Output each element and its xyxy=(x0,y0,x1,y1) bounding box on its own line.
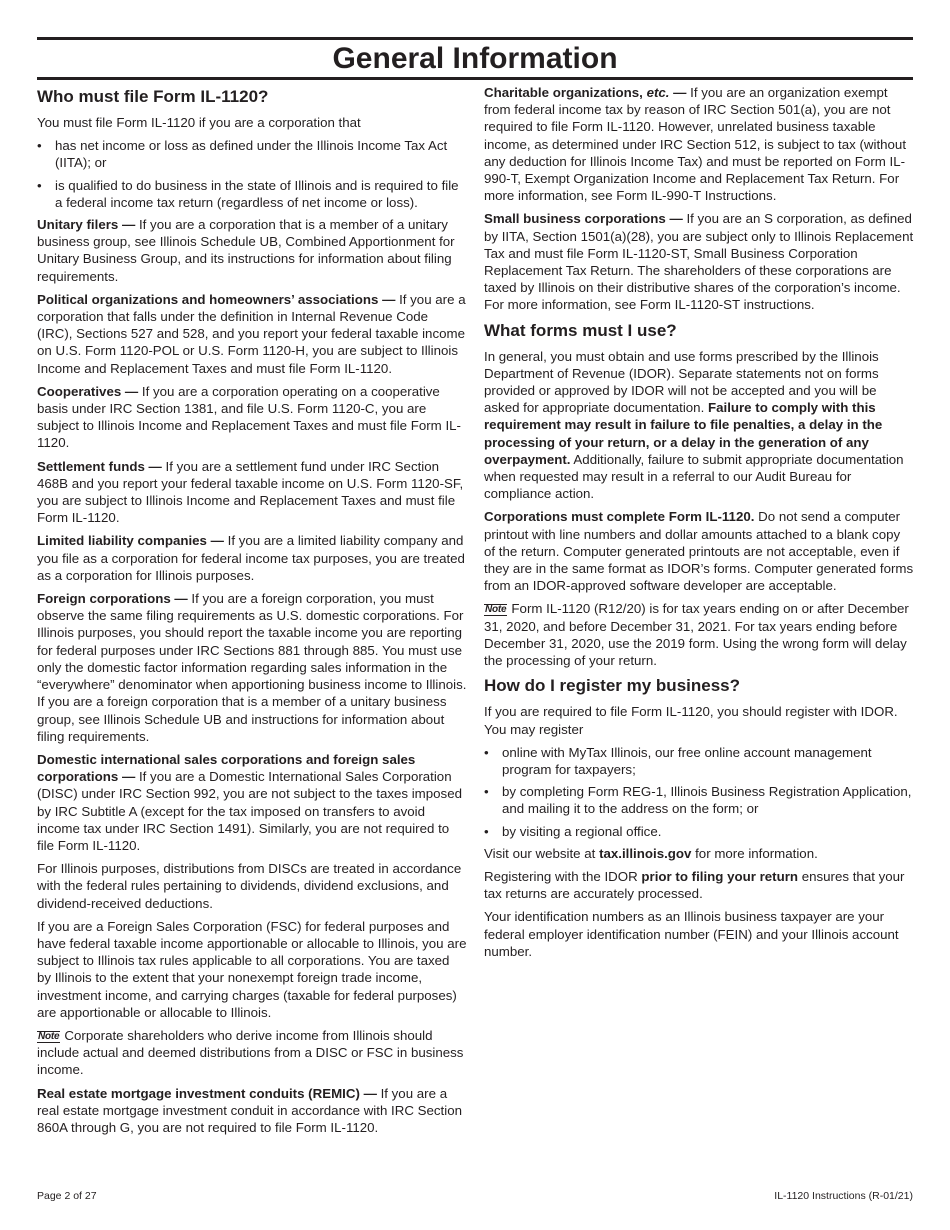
charitable-paragraph: Charitable organizations, etc. — If you are an organization exempt from federal income tax by reason of IRC Section 501(a), you are not required to file Form IL-1120. However, unrelated business taxable income, as determined under IRC Section 512, is subject to tax (without any deduction for Illinois Income Tax) and must be reported on Form IL-990-T, Exempt Organization Income and Replacement Tax Return. For more information, see Form IL-990-T Instructions. xyxy=(484,85,907,204)
page-title: General Information xyxy=(332,42,618,75)
title-rule-top xyxy=(37,37,913,40)
website-link[interactable]: tax.illinois.gov xyxy=(599,845,692,861)
note-icon: Note xyxy=(38,1030,60,1042)
list-item: • by visiting a regional office. xyxy=(484,823,662,839)
right-column xyxy=(484,84,914,966)
settlement-paragraph: Settlement funds — If you are a settlement fund under IRC Section 468B and you report your federal taxable income on U.S. Form 1120-SF, you are subject to Illinois Income and Replacement Taxes and must file Form IL-1120. xyxy=(37,458,464,526)
small-business-paragraph: Small business corporations — If you are an S corporation, as defined by IITA, Section 1501(a)(28), you are subject only to Illinois Replacement Tax and must file Form IL-1120-ST, Small Business Corporation Replacement Tax Return. The shareholders of these corporations are taxed by Illinois on their distributive shares of the corporation’s income. For more information, see Form IL-1120-ST instructions. xyxy=(484,211,914,313)
register-heading: How do I register my business? xyxy=(484,676,741,696)
bullet-icon: • xyxy=(37,177,42,193)
list-item: • by completing Form REG-1, Illinois Business Registration Application, and mailing it to the address on the form; or xyxy=(484,784,912,817)
what-forms-heading: What forms must I use? xyxy=(484,320,677,340)
left-column xyxy=(37,84,467,1142)
note-paragraph: Note Corporate shareholders who derive income from Illinois should include actual and deemed distributions from a DISC or FSC in business income. xyxy=(37,1027,464,1078)
foreign-paragraph: Foreign corporations — If you are a foreign corporation, you must observe the same filing requirements as U.S. domestic corporations. For Illinois purposes, you should report the taxable income you are reporting for federal purposes under IRC Sections 881 through 885. You must use only the domestic factor information regarding sales information in the “everywhere” denominator when apportioning business income to Illinois. If you are a foreign corporation that is a member of a unitary business group, see Illinois Schedule UB and instructions for information about filing requirements. xyxy=(37,591,467,744)
form-identifier: IL-1120 Instructions (R-01/21) xyxy=(774,1190,913,1202)
disc-paragraph: Domestic international sales corporations and foreign sales corporations — If you are a Domestic International Sales Corporation (DISC) under IRC Section 992, you are not subject to the taxes imposed by IRC Subtitle A (except for the tax imposed on transfers to avoid income tax under IRC Section 1491). Similarly, you are not required to file Form IL-1120. xyxy=(37,751,462,853)
cooperatives-paragraph: Cooperatives — If you are a corporation operating on a cooperative basis under IRC Section 1381, and file U.S. Form 1120-C, you are subject to Illinois Income and Replacement Taxes and must file Form IL-1120. xyxy=(37,383,461,451)
identification-paragraph: Your identification numbers as an Illinois business taxpayer are your federal employer identification number (FEIN) and your Illinois account number. xyxy=(484,909,899,959)
note-paragraph: Note Form IL-1120 (R12/20) is for tax years ending on or after December 31, 2020, and before December 31, 2021. For tax years ending before December 31, 2020, use the 2019 form. Using the wrong form will delay the processing of your return. xyxy=(484,601,909,669)
complete-form-paragraph: Corporations must complete Form IL-1120. Do not send a computer printout with line numbers and dollar amounts attached to a blank copy of the return. Computer generated printouts are not acceptable, even if they are in the same format as IDOR’s forms. Computer generated forms from an IDOR-approved software developer are acceptable. xyxy=(484,509,914,594)
list-item: • online with MyTax Illinois, our free online account management program for taxpayers; xyxy=(484,744,872,777)
who-bullet-list xyxy=(37,137,467,211)
registering-paragraph: Registering with the IDOR prior to filing your return ensures that your tax returns are accurately processed. xyxy=(484,868,905,902)
page-number: Page 2 of 27 xyxy=(37,1190,97,1202)
fsc-paragraph: If you are a Foreign Sales Corporation (FSC) for federal purposes and have federal taxable income apportionable or allocable to Illinois, you are subject to Illinois tax rules applicable to all corporations. You are taxed by Illinois to the extent that your nonexempt foreign trade income, investment income, and carrying charges (taxable for federal purposes) are apportionable or allocable to Illinois. xyxy=(37,918,467,1020)
list-item: • has net income or loss as defined under the Illinois Income Tax Act (IITA); or xyxy=(37,138,448,171)
llc-paragraph: Limited liability companies — If you are a limited liability company and you file as a corporation for federal income tax purposes, you are treated as a corporation for Illinois purposes. xyxy=(37,533,465,583)
remic-paragraph: Real estate mortgage investment conduits (REMIC) — If you are a real estate mortgage investment conduit in accordance with IRC Section 860A through G, you are not required to file Form IL-1120. xyxy=(37,1085,462,1135)
unitary-filers-paragraph: Unitary filers — If you are a corporation that is a member of a unitary business group, see Illinois Schedule UB, Combined Apportionment for Unitary Business Group, and its instructions for information about filing requirements. xyxy=(37,217,455,284)
title-rule-bottom xyxy=(37,77,913,80)
bullet-icon: • xyxy=(37,138,42,154)
bullet-icon: • xyxy=(484,744,489,760)
note-icon: Note xyxy=(485,604,507,616)
who-must-file-heading: Who must file Form IL-1120? xyxy=(37,87,269,106)
visit-website-paragraph: Visit our website at tax.illinois.gov for more information. xyxy=(484,845,818,861)
list-item: • is qualified to do business in the state of Illinois and is required to file a federal income tax return (regardless of net income or loss). xyxy=(37,177,459,210)
bullet-icon: • xyxy=(484,784,489,800)
bullet-icon: • xyxy=(484,823,489,839)
political-paragraph: Political organizations and homeowners’ associations — If you are a corporation that falls under the definition in Internal Revenue Code (IRC), Sections 527 and 528, and you report your federal taxable income on U.S. Form 1120-POL or U.S. Form 1120-H, you are subject to Illinois Income and Replacement Taxes and must file Form IL-1120. xyxy=(37,291,466,376)
register-bullet-list xyxy=(484,744,914,840)
register-intro: If you are required to file Form IL-1120, you should register with IDOR. You may register xyxy=(484,704,898,737)
forms-paragraph: In general, you must obtain and use forms prescribed by the Illinois Department of Revenue (IDOR). Separate statements not on forms provided or approved by IDOR will not be accepted and you will be asked for appropriate documentation. Failure to comply with this requirement may result in failure to file penalties, a delay in the processing of your return, or a delay in the generation of any overpayment. Additionally, failure to submit appropriate documentation when requested may result in a referral to our Audit Bureau for compliance action. xyxy=(484,348,904,502)
who-intro: You must file Form IL-1120 if you are a corporation that xyxy=(37,115,361,130)
disc-distribution-paragraph: For Illinois purposes, distributions from DISCs are treated in accordance with the federal rules pertaining to dividends, dividend exclusions, and dividend-received deductions. xyxy=(37,861,462,911)
